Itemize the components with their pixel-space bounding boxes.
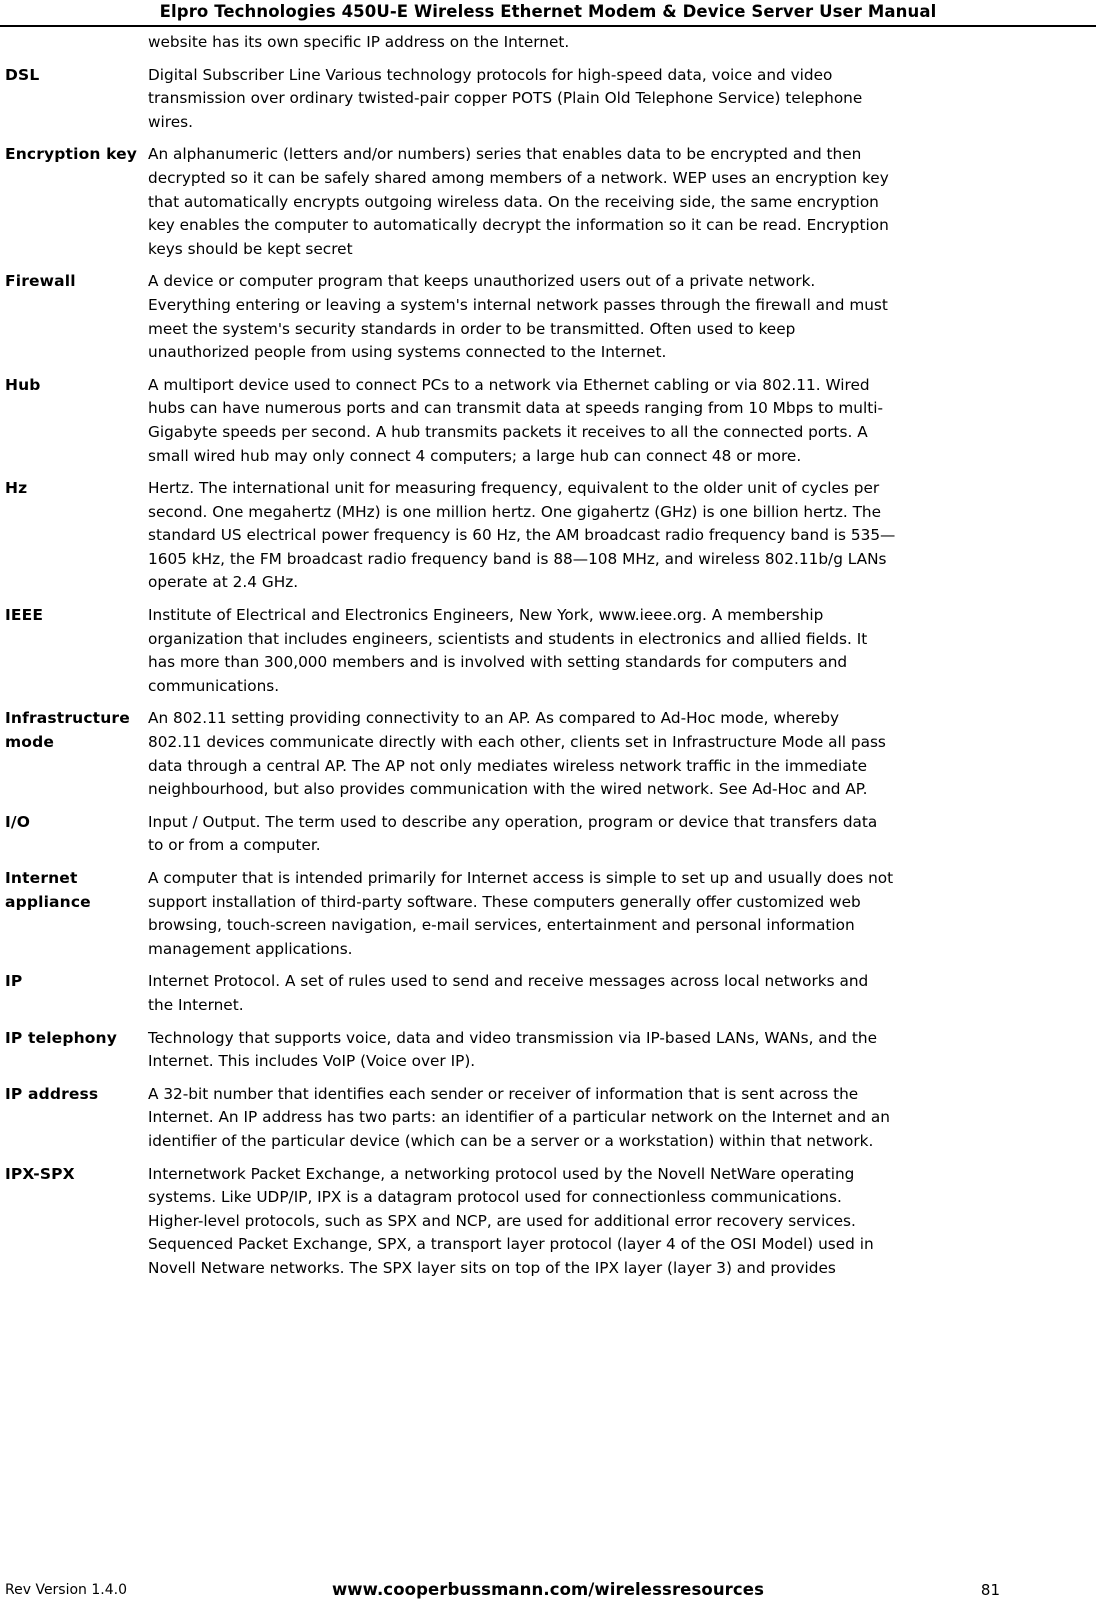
glossary-definition: Internetwork Packet Exchange, a networking protocol used by the Novell NetWare operating systems. Like UDP/IP, IPX is a datagram protocol used for connectionless communications. Higher-level protocols, such as SPX and NCP, are used for additional error recovery services. Sequenced Packet Exchange, SPX, a transport layer protocol (layer 4 of the OSI Model) used in Novell Netware networks. The SPX layer sits on top of the IPX layer (layer 3) and provides: [148, 1164, 874, 1277]
glossary-definition: Technology that supports voice, data and video transmission via IP-based LANs, WANs, and the Internet. This includes VoIP (Voice over IP).: [148, 1028, 878, 1071]
glossary-entry-hub: [0, 374, 1096, 477]
glossary-definition: An alphanumeric (letters and/or numbers) series that enables data to be encrypted and then decrypted so it can be safely shared among members of a network. WEP uses an encryption key that automatically encrypts outgoing wireless data. On the receiving side, the same encryption key enables the computer to automatically decrypt the information so it can be read. Encryption keys should be kept secret: [148, 145, 889, 258]
glossary-definition: Internet Protocol. A set of rules used to send and receive messages across local networks and the Internet.: [148, 972, 869, 1014]
glossary-term: I/O: [5, 812, 31, 831]
glossary-entry-firewall: [0, 270, 1096, 373]
glossary-term: Encryption key: [5, 145, 138, 164]
glossary-entry-dsl: [0, 64, 1096, 144]
glossary-definition: Hertz. The international unit for measuring frequency, equivalent to the older unit of cycles per second. One megahertz (MHz) is one million hertz. One gigahertz (GHz) is one billion hertz. The standard US electrical power frequency is 60 Hz, the AM broadcast radio frequency band is 535—1605 kHz, the FM broadcast radio frequency band is 88—108 MHz, and wireless 802.11b/g LANs operate at 2.4 GHz.: [148, 479, 896, 592]
glossary-term: IP address: [5, 1084, 99, 1103]
header-divider-rule: [0, 25, 1096, 27]
glossary-definition: An 802.11 setting providing connectivity to an AP. As compared to Ad-Hoc mode, whereby 802.11 devices communicate directly with each other, clients set in Infrastructure Mode all pass data through a central AP. The AP not only mediates wireless network traffic in the immediate neighbourhood, but also provides communication with the wired network. See Ad-Hoc and AP.: [148, 709, 886, 799]
glossary-entry-io: [0, 811, 1096, 867]
glossary-definition-continuation: website has its own specific IP address on the Internet.: [148, 33, 570, 51]
running-footer: [0, 1574, 1096, 1600]
glossary-entry-internet-appliance: [0, 867, 1096, 970]
glossary-entry-infrastructure-mode: [0, 707, 1096, 810]
glossary-definition: A device or computer program that keeps unauthorized users out of a private network. Everything entering or leaving a system's internal network passes through the firewall and must meet the system's security standards in order to be transmitted. Often used to keep unauthorized people from using systems connected to the Internet.: [148, 272, 888, 362]
glossary-entry-ip-address: [0, 1083, 1096, 1163]
glossary-entry-hz: [0, 477, 1096, 604]
footer-revision-label: Rev Version 1.4.0: [5, 1582, 128, 1598]
glossary-list: [0, 29, 1096, 1290]
glossary-definition: Digital Subscriber Line Various technology protocols for high-speed data, voice and video transmission over ordinary twisted-pair copper POTS (Plain Old Telephone Service) telephone wires.: [148, 65, 863, 131]
glossary-entry-continuation: [0, 29, 1096, 64]
glossary-definition: A 32-bit number that identifies each sender or receiver of information that is sent across the Internet. An IP address has two parts: an identifier of a particular network on the Internet and an identifier of the particular device (which can be a server or a workstation) within that network.: [148, 1084, 890, 1150]
glossary-term: Hz: [5, 479, 28, 498]
running-header: [0, 0, 1096, 26]
glossary-entry-ip-telephony: [0, 1027, 1096, 1083]
glossary-entry-ieee: [0, 604, 1096, 707]
glossary-term: Infrastructure mode: [5, 709, 130, 752]
glossary-definition: Institute of Electrical and Electronics Engineers, New York, www.ieee.org. A membership organization that includes engineers, scientists and students in electronics and allied fields. It has more than 300,000 members and is involved with setting standards for computers and communications.: [148, 606, 868, 695]
glossary-entry-encryption-key: [0, 143, 1096, 270]
glossary-term: IEEE: [5, 606, 44, 625]
footer-url-link[interactable]: www.cooperbussmann.com/wirelessresources: [331, 1580, 765, 1599]
glossary-term: Internet appliance: [5, 869, 91, 911]
footer-page-number: 81: [980, 1581, 1000, 1599]
glossary-term: IP: [5, 972, 23, 991]
glossary-term: Firewall: [5, 272, 76, 291]
glossary-entry-ip: [0, 970, 1096, 1026]
glossary-term: DSL: [5, 65, 40, 84]
page-header-title: Elpro Technologies 450U-E Wireless Ethernet Modem & Device Server User Manual: [159, 2, 937, 21]
glossary-entry-ipx-spx: [0, 1163, 1096, 1290]
glossary-term: Hub: [5, 375, 41, 394]
glossary-definition: A multiport device used to connect PCs to a network via Ethernet cabling or via 802.11. Wired hubs can have numerous ports and can transmit data at speeds ranging from 10 Mbps to multi-Gigabyte speeds per second. A hub transmits packets it receives to all the connected ports. A small wired hub may only connect 4 computers; a large hub can connect 48 or more.: [148, 375, 883, 465]
glossary-term: IP telephony: [5, 1028, 117, 1047]
glossary-term: IPX-SPX: [5, 1164, 75, 1183]
glossary-definition: Input / Output. The term used to describe any operation, program or device that transfers data to or from a computer.: [148, 812, 878, 855]
glossary-definition: A computer that is intended primarily for Internet access is simple to set up and usually does not support installation of third-party software. These computers generally offer customized web browsing, touch-screen navigation, e-mail services, entertainment and personal information management applications.: [148, 869, 894, 958]
